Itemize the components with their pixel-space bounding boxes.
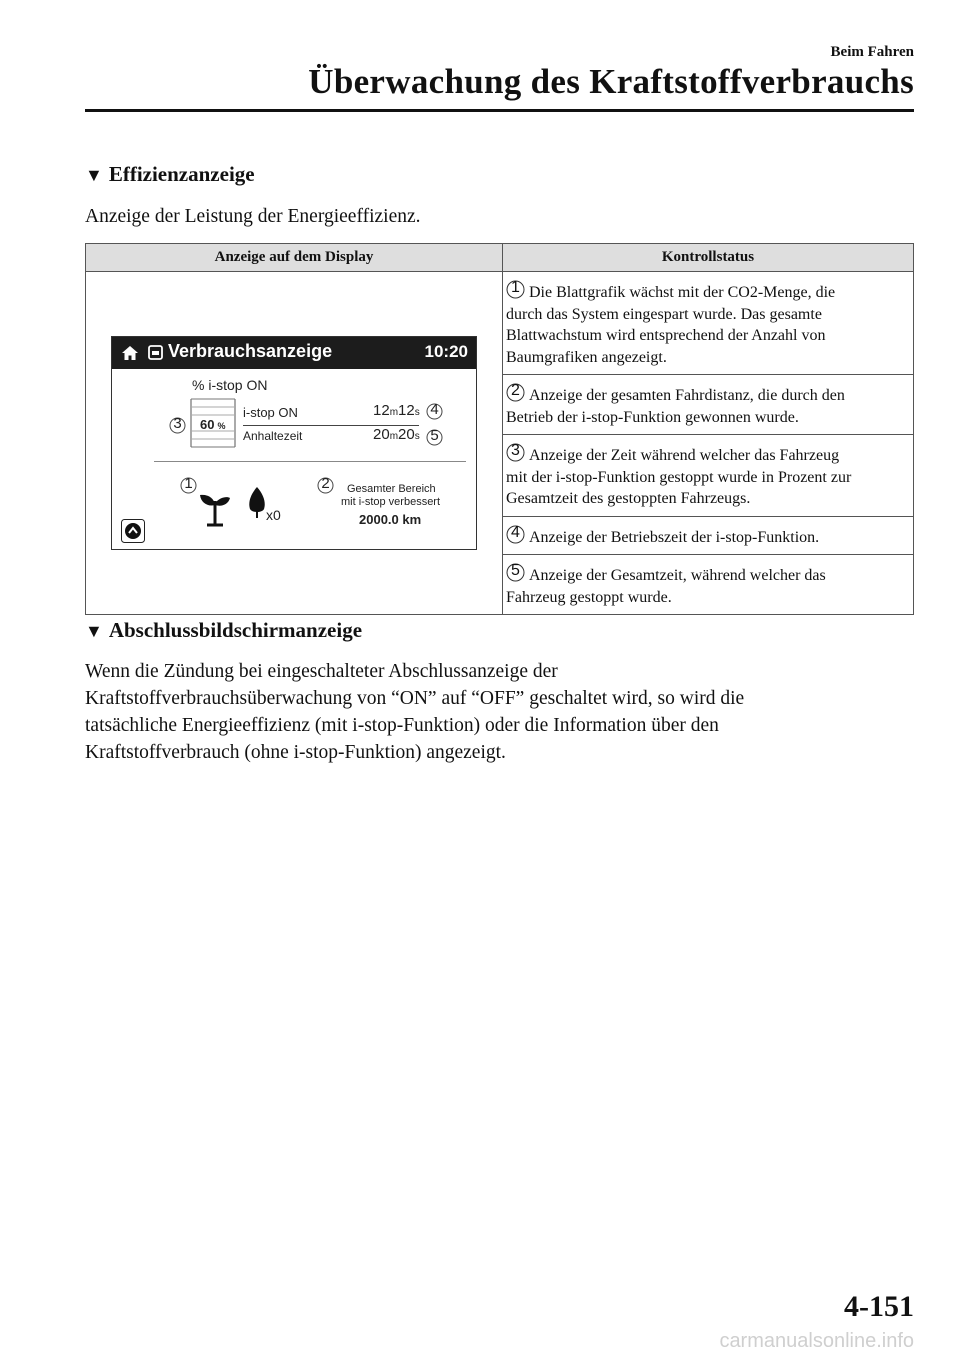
number-5-icon: 5 bbox=[506, 563, 525, 582]
stop-time-value bbox=[373, 426, 420, 443]
leaf-sprout-icon bbox=[198, 485, 232, 527]
status-text: Baumgrafiken angezeigt. bbox=[506, 348, 667, 366]
section-heading-efficiency bbox=[85, 162, 255, 187]
istop-seconds-unit: s bbox=[414, 407, 420, 418]
section-heading-final-screen bbox=[85, 618, 362, 643]
table-row bbox=[86, 272, 914, 375]
number-2-icon: 2 bbox=[506, 383, 525, 402]
section-body bbox=[85, 658, 744, 766]
callout-1: 1 bbox=[184, 475, 193, 492]
callout-5: 5 bbox=[430, 427, 439, 444]
triangle-bullet-icon: ▼ bbox=[85, 165, 103, 185]
tree-count: x0 bbox=[266, 507, 281, 523]
page-number: 4-151 bbox=[844, 1290, 914, 1323]
percent-value bbox=[200, 417, 225, 432]
table-header-status: Kontrollstatus bbox=[503, 244, 914, 272]
istop-minutes: 12 bbox=[373, 402, 390, 419]
tree-icon bbox=[246, 485, 268, 519]
status-desc-1 bbox=[503, 272, 914, 375]
status-desc-2 bbox=[503, 375, 914, 435]
screen-divider bbox=[154, 461, 466, 462]
number-4-icon: 4 bbox=[506, 525, 525, 544]
status-text: Die Blattgrafik wächst mit der CO2-Menge, die bbox=[529, 284, 836, 301]
range-label-line2: mit i-stop verbessert bbox=[341, 496, 441, 508]
number-3-icon: 3 bbox=[506, 443, 525, 462]
screen-header bbox=[112, 337, 476, 369]
body-line: Wenn die Zündung bei eingeschalteter Abschlussanzeige der bbox=[85, 661, 558, 682]
body-line: tatsächliche Energieeffizienz (mit i-stop-Funktion) oder die Information über den bbox=[85, 715, 719, 736]
istop-label: i-stop ON bbox=[243, 405, 298, 420]
table-header-row bbox=[86, 244, 914, 272]
status-desc-3 bbox=[503, 435, 914, 517]
callout-4: 4 bbox=[430, 401, 439, 418]
stop-seconds: 20 bbox=[398, 426, 415, 443]
range-label-line1: Gesamter Bereich bbox=[347, 483, 436, 495]
display-screen bbox=[111, 336, 477, 550]
stop-minutes: 20 bbox=[373, 426, 390, 443]
watermark: carmanualsonline.info bbox=[719, 1330, 914, 1352]
body-line: Kraftstoffverbrauch (ohne i-stop-Funktion) angezeigt. bbox=[85, 742, 506, 763]
title-rule bbox=[85, 109, 914, 112]
istop-time-value bbox=[373, 402, 420, 419]
table-header-display: Anzeige auf dem Display bbox=[86, 244, 503, 272]
section-heading-text: Abschlussbildschirmanzeige bbox=[108, 618, 363, 642]
stop-time-label: Anhaltezeit bbox=[243, 429, 303, 443]
up-arrow-icon[interactable] bbox=[121, 519, 145, 543]
screen-title: Verbrauchsanzeige bbox=[168, 341, 333, 361]
chapter-label: Beim Fahren bbox=[830, 44, 914, 60]
section-heading-text: Effizienzanzeige bbox=[108, 162, 255, 186]
status-text: Fahrzeug gestoppt wurde. bbox=[506, 588, 672, 606]
status-text: Gesamtzeit des gestoppten Fahrzeugs. bbox=[506, 490, 751, 507]
callout-2: 2 bbox=[321, 475, 330, 492]
status-text: Anzeige der Betriebszeit der i-stop-Funktion. bbox=[529, 528, 820, 546]
status-text: Blattwachstum wird entsprechend der Anzahl von bbox=[506, 327, 826, 344]
callout-3: 3 bbox=[173, 415, 182, 432]
status-text: Anzeige der Gesamtzeit, während welcher das bbox=[529, 567, 826, 584]
status-text: mit der i-stop-Funktion gestoppt wurde in Prozent zur bbox=[506, 468, 852, 486]
percent-unit: % bbox=[217, 421, 226, 431]
istop-minutes-unit: m bbox=[389, 407, 399, 418]
status-text: Anzeige der Zeit während welcher das Fahrzeug bbox=[529, 447, 840, 464]
home-icon bbox=[121, 344, 139, 362]
stop-minutes-unit: m bbox=[389, 431, 399, 442]
display-image-cell bbox=[86, 272, 503, 615]
percent-label: % i-stop ON bbox=[192, 377, 268, 393]
status-desc-5 bbox=[503, 555, 914, 615]
section-intro: Anzeige der Leistung der Energieeffizienz. bbox=[85, 206, 421, 227]
control-table bbox=[85, 243, 914, 615]
status-text: Betrieb der i-stop-Funktion gewonnen wurde. bbox=[506, 408, 799, 426]
istop-seconds: 12 bbox=[398, 402, 415, 419]
screen-clock: 10:20 bbox=[424, 342, 468, 361]
percent-number: 60 bbox=[200, 417, 215, 432]
status-text: Anzeige der gesamten Fahrdistanz, die durch den bbox=[529, 387, 845, 404]
vehicle-info-icon bbox=[148, 345, 163, 360]
range-value: 2000.0 km bbox=[359, 512, 422, 527]
body-line: Kraftstoffverbrauchsüberwachung von “ON” auf “OFF” geschaltet wird, so wird die bbox=[85, 688, 745, 709]
page-title: Überwachung des Kraftstoffverbrauchs bbox=[308, 62, 914, 101]
stop-seconds-unit: s bbox=[414, 431, 420, 442]
status-desc-4 bbox=[503, 516, 914, 555]
triangle-bullet-icon: ▼ bbox=[85, 621, 103, 641]
number-1-icon: 1 bbox=[506, 280, 525, 299]
status-text: durch das System eingespart wurde. Das gesamte bbox=[506, 305, 822, 323]
